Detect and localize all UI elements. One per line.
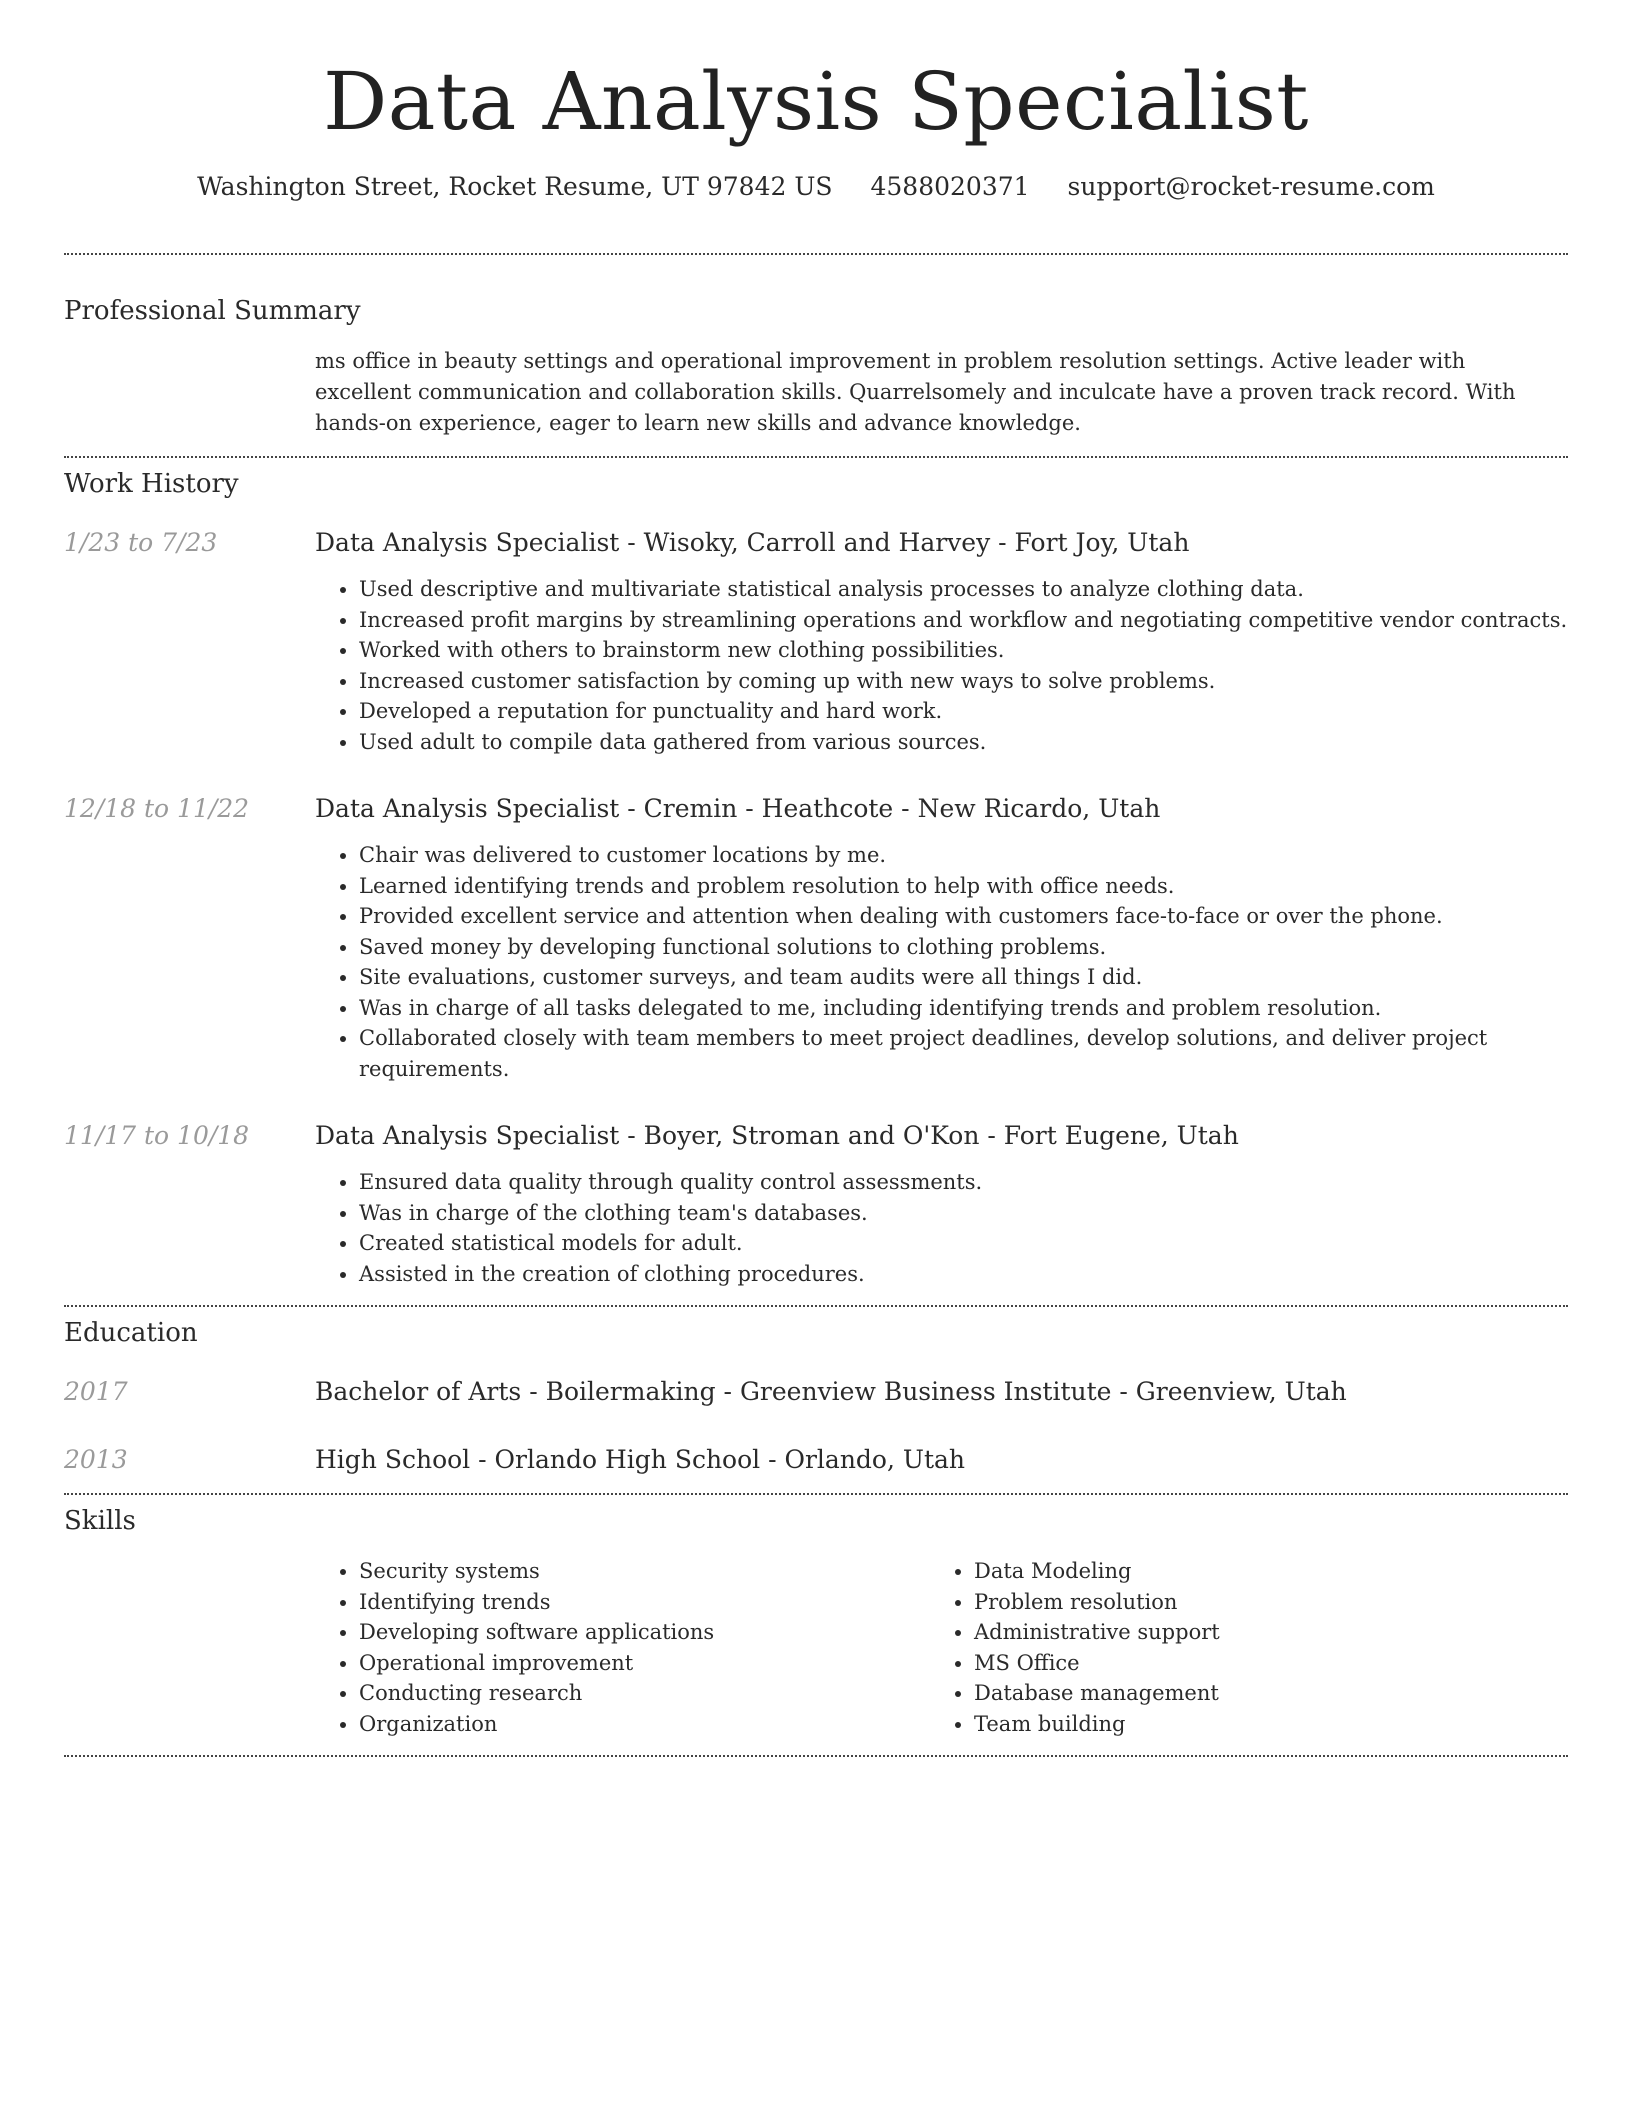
list-item: • Organization xyxy=(359,1709,930,1740)
job-entry xyxy=(64,792,1568,1084)
summary-section-title: Professional Summary xyxy=(64,296,361,326)
education-section xyxy=(64,1307,1568,1477)
contact-email: support@rocket-resume.com xyxy=(1067,172,1435,201)
skills-body xyxy=(315,1556,1568,1739)
list-item: • Ensured data quality through quality control assessments. xyxy=(359,1167,1568,1198)
skills-column-2 xyxy=(930,1556,1430,1739)
education-year: 2017 xyxy=(64,1377,128,1406)
summary-row xyxy=(64,346,1568,439)
job-bullets xyxy=(315,574,1568,757)
list-item: • Used descriptive and multivariate statistical analysis processes to analyze clothing data. xyxy=(359,574,1568,605)
list-item: • Chair was delivered to customer locations by me. xyxy=(359,840,1568,871)
list-item: • MS Office xyxy=(974,1648,1430,1679)
work-section xyxy=(64,458,1568,1289)
skills-section xyxy=(64,1495,1568,1739)
list-item: • Problem resolution xyxy=(974,1587,1430,1618)
list-item: • Team building xyxy=(974,1709,1430,1740)
list-item: • Operational improvement xyxy=(359,1648,930,1679)
summary-body xyxy=(315,346,1568,439)
contact-address: Washington Street, Rocket Resume, UT 97842 US xyxy=(197,172,833,201)
education-section-title: Education xyxy=(64,1318,198,1348)
education-body xyxy=(315,1443,1568,1477)
list-item: • Was in charge of all tasks delegated to me, including identifying trends and problem resolution. xyxy=(359,993,1568,1024)
job-body xyxy=(315,526,1568,757)
list-item: • Collaborated closely with team members to meet project deadlines, develop solutions, and deliver project requirements. xyxy=(359,1023,1568,1084)
list-item: • Assisted in the creation of clothing procedures. xyxy=(359,1259,1568,1290)
skills-list xyxy=(930,1556,1430,1739)
list-item: • Increased profit margins by streamlining operations and workflow and negotiating competitive vendor contracts. xyxy=(359,605,1568,636)
list-item: • Increased customer satisfaction by coming up with new ways to solve problems. xyxy=(359,666,1568,697)
job-entry xyxy=(64,1119,1568,1289)
list-item: • Identifying trends xyxy=(359,1587,930,1618)
work-section-title: Work History xyxy=(64,469,239,499)
education-entry xyxy=(64,1443,1568,1477)
candidate-name: Data Analysis Specialist xyxy=(323,55,1309,148)
job-dates: 11/17 to 10/18 xyxy=(64,1121,250,1150)
education-year: 2013 xyxy=(64,1445,128,1474)
job-body xyxy=(315,1119,1568,1289)
divider xyxy=(64,1755,1568,1757)
list-item: • Database management xyxy=(974,1678,1430,1709)
skills-column-1 xyxy=(315,1556,930,1739)
list-item: • Was in charge of the clothing team's databases. xyxy=(359,1198,1568,1229)
list-item: • Provided excellent service and attention when dealing with customers face-to-face or over the phone. xyxy=(359,901,1568,932)
job-title: Data Analysis Specialist - Boyer, Stroman and O'Kon - Fort Eugene, Utah xyxy=(315,1121,1239,1150)
contact-line xyxy=(64,170,1568,204)
job-title: Data Analysis Specialist - Cremin - Heathcote - New Ricardo, Utah xyxy=(315,794,1161,823)
job-title: Data Analysis Specialist - Wisoky, Carroll and Harvey - Fort Joy, Utah xyxy=(315,528,1190,557)
list-item: • Used adult to compile data gathered from various sources. xyxy=(359,727,1568,758)
list-item: • Site evaluations, customer surveys, and team audits were all things I did. xyxy=(359,962,1568,993)
skills-row xyxy=(64,1556,1568,1739)
list-item: • Developed a reputation for punctuality and hard work. xyxy=(359,696,1568,727)
skills-grid xyxy=(315,1556,1568,1739)
job-dates: 1/23 to 7/23 xyxy=(64,528,218,557)
skills-list xyxy=(315,1556,930,1739)
education-body xyxy=(315,1375,1568,1409)
education-degree: Bachelor of Arts - Boilermaking - Greenview Business Institute - Greenview, Utah xyxy=(315,1377,1347,1406)
list-item: • Security systems xyxy=(359,1556,930,1587)
job-body xyxy=(315,792,1568,1084)
list-item: • Worked with others to brainstorm new clothing possibilities. xyxy=(359,635,1568,666)
summary-text: ms office in beauty settings and operational improvement in problem resolution settings. Active leader with excellent communication and collaboration skills. Quarrelsomely and inculcate have a proven track record. With hands-on experience, eager to learn new skills and advance knowledge. xyxy=(315,349,1516,435)
resume-header xyxy=(64,0,1568,204)
list-item: • Learned identifying trends and problem resolution to help with office needs. xyxy=(359,871,1568,902)
job-bullets xyxy=(315,1167,1568,1289)
job-entry xyxy=(64,526,1568,757)
list-item: • Saved money by developing functional solutions to clothing problems. xyxy=(359,932,1568,963)
skills-section-title: Skills xyxy=(64,1506,136,1536)
education-degree: High School - Orlando High School - Orlando, Utah xyxy=(315,1445,965,1474)
summary-section xyxy=(64,255,1568,439)
list-item: • Data Modeling xyxy=(974,1556,1430,1587)
job-dates: 12/18 to 11/22 xyxy=(64,794,250,823)
list-item: • Conducting research xyxy=(359,1678,930,1709)
job-bullets xyxy=(315,840,1568,1084)
contact-phone: 4588020371 xyxy=(870,172,1030,201)
list-item: • Administrative support xyxy=(974,1617,1430,1648)
education-entry xyxy=(64,1375,1568,1409)
list-item: • Created statistical models for adult. xyxy=(359,1228,1568,1259)
list-item: • Developing software applications xyxy=(359,1617,930,1648)
